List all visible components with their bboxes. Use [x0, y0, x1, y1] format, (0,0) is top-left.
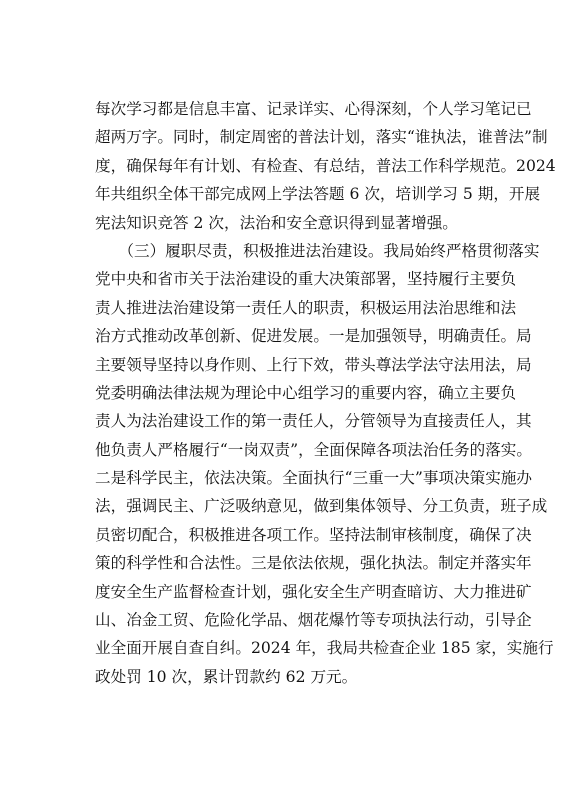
text-line: 他负责人严格履行“一岗双责”，全面保障各项法治任务的落实。 — [95, 440, 532, 459]
text-line: 度，确保每年有计划、有检查、有总结，普法工作科学规范。2024 — [95, 156, 556, 175]
text-line: 每次学习都是信息丰富、记录详实、心得深刻，个人学习笔记已 — [95, 100, 532, 118]
text-line: 主要领导坚持以身作则、上行下效，带头尊法学法守法用法，局 — [95, 355, 532, 374]
text-line: 政处罚 10 次，累计罚款约 62 万元。 — [95, 667, 358, 686]
text-line: 二是科学民主，依法决策。全面执行“三重一大”事项决策实施办 — [95, 469, 532, 488]
text-line: 年共组织全体干部完成网上学法答题 6 次，培训学习 5 期，开展 — [95, 185, 541, 204]
text-line: 法，强调民主、广泛吸纳意见，做到集体领导、分工负责，班子成 — [95, 497, 548, 516]
text-line: 党委明确法律法规为理论中心组学习的重要内容，确立主要负 — [95, 383, 517, 402]
text-line: 策的科学性和合法性。三是依法依规，强化执法。制定并落实年 — [95, 554, 532, 573]
text-line: 责人推进法治建设第一责任人的职责，积极运用法治思维和法 — [95, 298, 517, 317]
text-line: 治方式推动改革创新、促进发展。一是加强领导，明确责任。局 — [95, 327, 532, 346]
text-line: 宪法知识竞答 2 次，法治和安全意识得到显著增强。 — [95, 213, 458, 232]
text-line: 度安全生产监督检查计划，强化安全生产明查暗访、大力推进矿 — [95, 582, 532, 601]
document-body — [95, 95, 556, 691]
text-line: 员密切配合，积极推进各项工作。坚持法制审核制度，确保了决 — [95, 525, 532, 544]
text-line: 超两万字。同时，制定周密的普法计划，落实“谁执法，谁普法”制 — [95, 128, 548, 147]
text-line: 责人为法治建设工作的第一责任人，分管领导为直接责任人，其 — [95, 412, 532, 431]
text-line: （三）履职尽责，积极推进法治建设。我局始终严格贯彻落实 — [95, 241, 540, 260]
text-line: 党中央和省市关于法治建设的重大决策部署，坚持履行主要负 — [95, 270, 517, 289]
text-line: 山、冶金工贸、危险化学品、烟花爆竹等专项执法行动，引导企 — [95, 611, 532, 630]
text-line: 业全面开展自查自纠。2024 年，我局共检查企业 185 家，实施行 — [95, 639, 554, 658]
